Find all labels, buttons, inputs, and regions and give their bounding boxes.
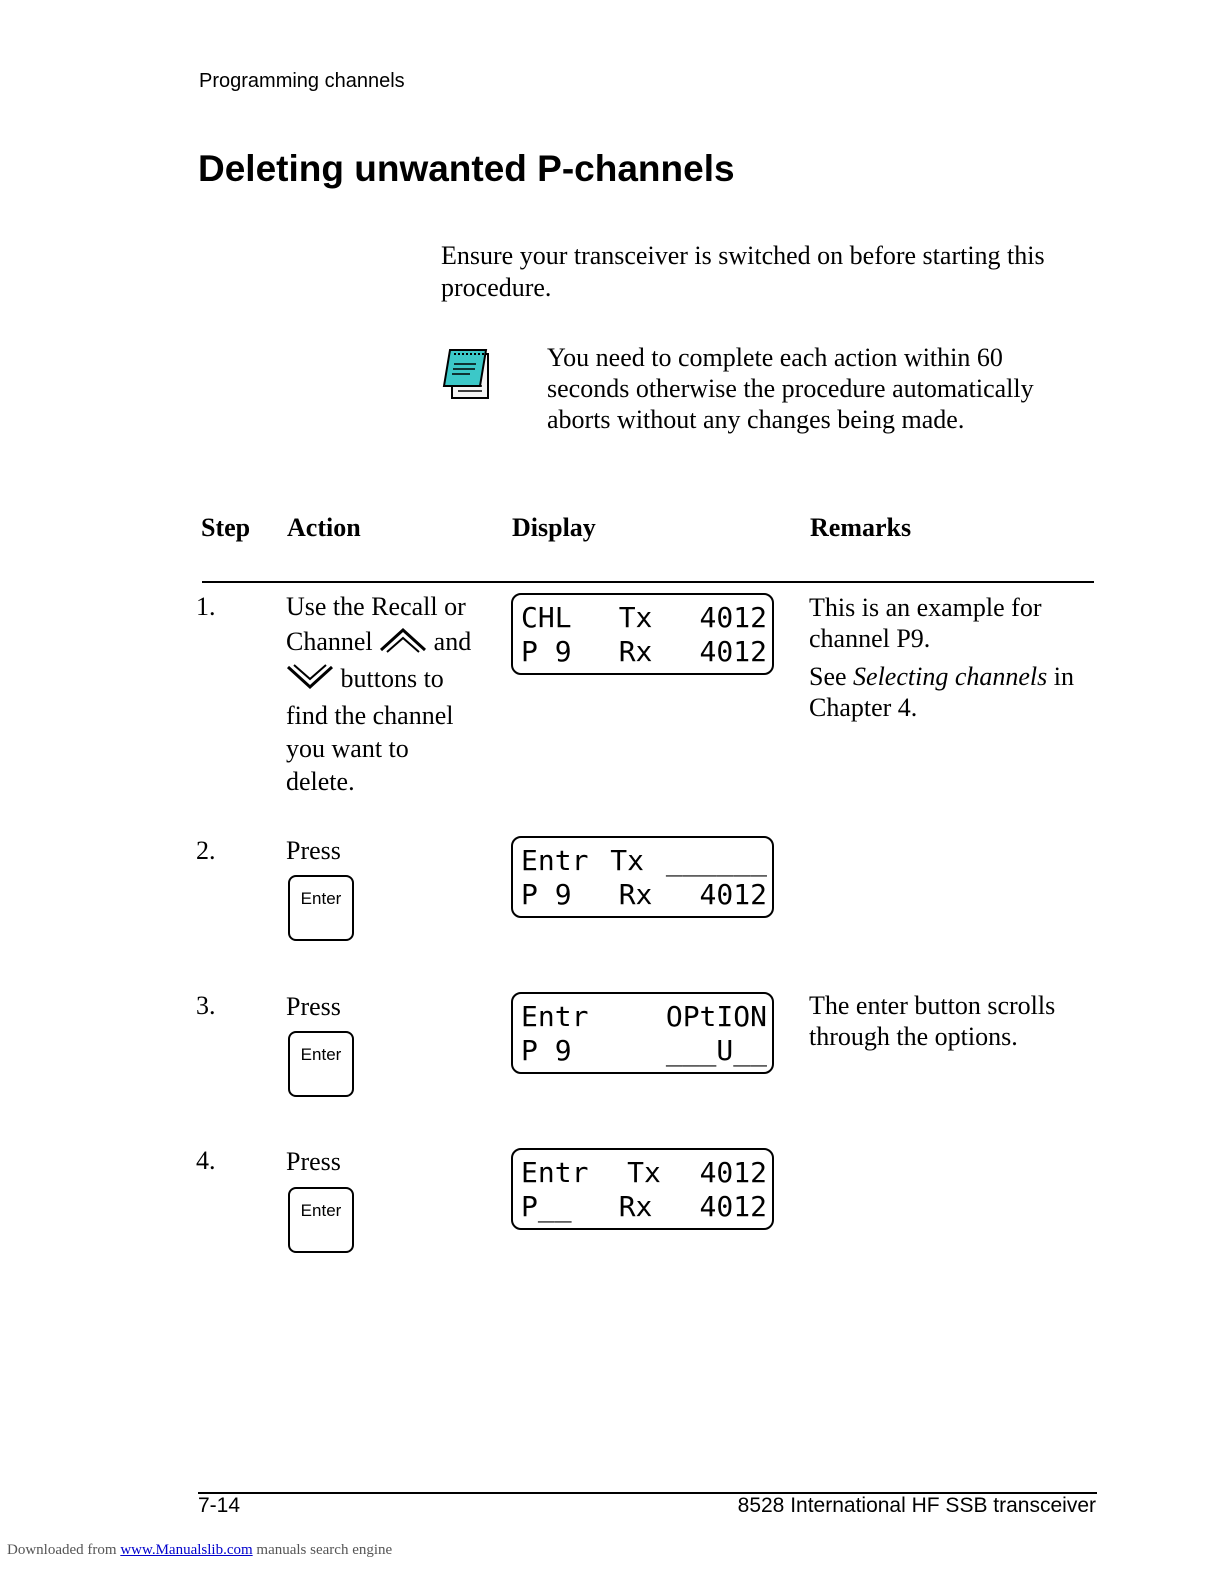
step-number: 1. bbox=[196, 592, 216, 621]
manualslib-link[interactable]: www.Manualslib.com bbox=[120, 1542, 253, 1558]
footer-product-name: 8528 International HF SSB transceiver bbox=[737, 1494, 1096, 1517]
action-line: Use the Recall or bbox=[286, 592, 466, 621]
running-head: Programming channels bbox=[199, 70, 405, 92]
download-note: Downloaded from www.Manualslib.com manuals search engine bbox=[7, 1542, 393, 1558]
table-header-remarks: Remarks bbox=[810, 513, 912, 542]
step-number: 3. bbox=[196, 991, 216, 1020]
step-remarks bbox=[809, 592, 1099, 723]
step-remarks: The enter button scrolls through the options. bbox=[809, 991, 1056, 1051]
enter-key-icon: Enter bbox=[288, 875, 354, 941]
note-text: You need to complete each action within 60 seconds otherwise the procedure automatically aborts without any changes being made. bbox=[547, 343, 1034, 434]
notepad-icon bbox=[440, 346, 496, 404]
lcd-display: Entr Tx ______ P 9 Rx 4012 bbox=[511, 836, 774, 918]
enter-key-icon: Enter bbox=[288, 1031, 354, 1097]
step-action: Press bbox=[286, 992, 341, 1021]
action-line: delete. bbox=[286, 767, 355, 797]
lcd-display: Entr OPtION P 9 ___U__ bbox=[511, 992, 774, 1074]
table-header-display: Display bbox=[512, 513, 596, 542]
action-line: Channel and bbox=[286, 625, 486, 662]
step-action: Press bbox=[286, 836, 341, 865]
action-line: find the channel bbox=[286, 701, 454, 731]
enter-key-icon: Enter bbox=[288, 1187, 354, 1253]
chevron-up-icon bbox=[379, 626, 427, 662]
remark-line: This is an example for channel P9. bbox=[809, 593, 1042, 653]
action-line: you want to bbox=[286, 734, 409, 764]
page-number: 7-14 bbox=[198, 1494, 241, 1517]
header-rule bbox=[202, 581, 1094, 583]
page-title: Deleting unwanted P-channels bbox=[198, 148, 735, 189]
lcd-display: CHL Tx 4012 P 9 Rx 4012 bbox=[511, 593, 774, 675]
step-number: 2. bbox=[196, 836, 216, 865]
chapter-reference: Selecting channels bbox=[853, 662, 1048, 691]
table-header-action: Action bbox=[287, 513, 361, 542]
chevron-down-icon bbox=[286, 663, 334, 699]
step-action bbox=[286, 590, 486, 798]
remark-line: See Selecting channels in Chapter 4. bbox=[809, 662, 1074, 722]
intro-paragraph: Ensure your transceiver is switched on before starting this procedure. bbox=[441, 241, 1045, 302]
lcd-display: Entr Tx 4012 P__ Rx 4012 bbox=[511, 1148, 774, 1230]
step-action: Press bbox=[286, 1147, 341, 1176]
step-number: 4. bbox=[196, 1146, 216, 1175]
table-header-step: Step bbox=[201, 513, 251, 542]
action-line: buttons to bbox=[286, 662, 486, 699]
